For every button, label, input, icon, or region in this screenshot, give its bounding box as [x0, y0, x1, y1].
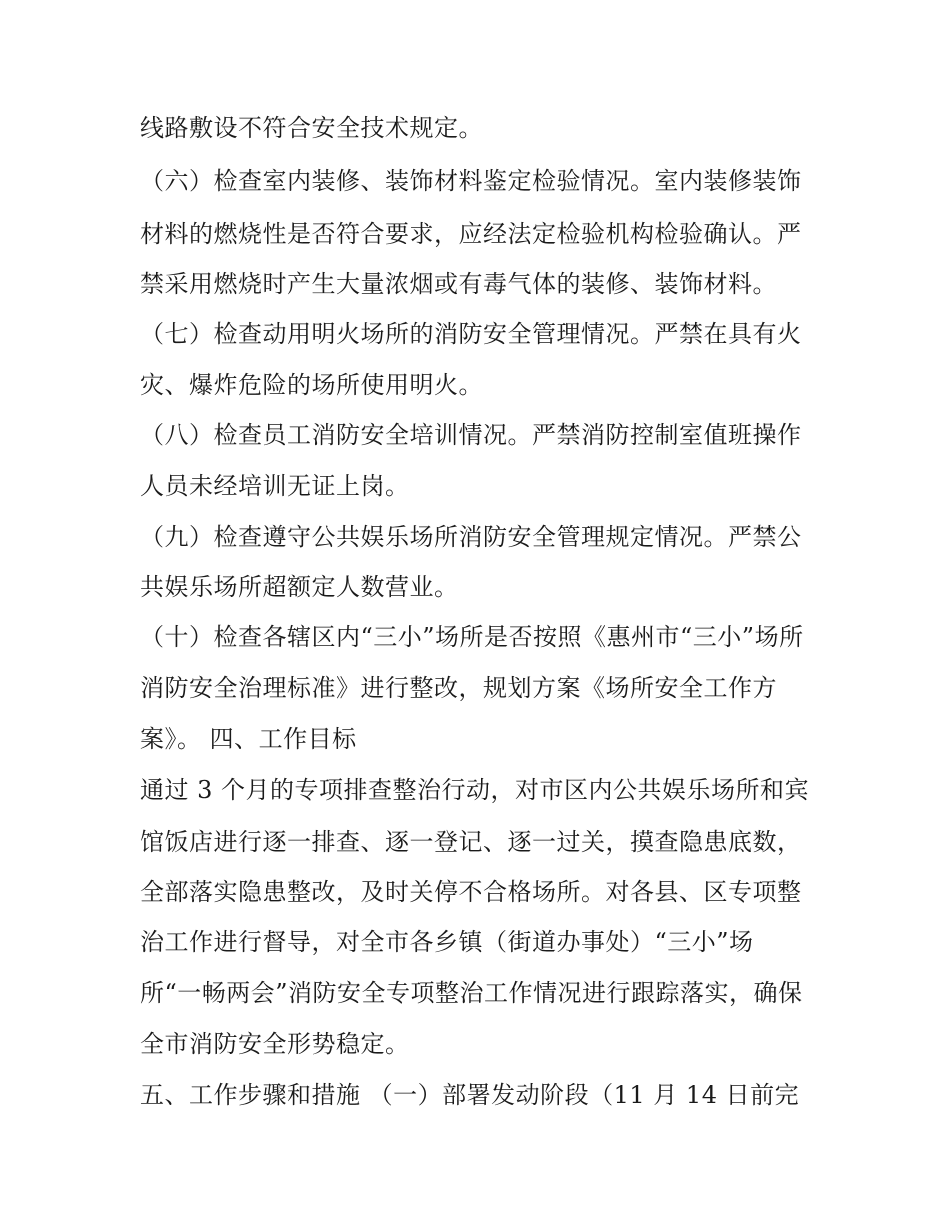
- text-line: 五、工作步骤和措施 （一）部署发动阶段（11 月 14 日前完: [140, 1081, 800, 1109]
- text-line: 人员未经培训无证上岗。: [140, 472, 410, 500]
- text-line: （七）检查动用明火场所的消防安全管理情况。严禁在具有火: [140, 320, 802, 348]
- text-line: 消防安全治理标准》进行整改，规划方案《场所安全工作方: [140, 674, 777, 702]
- text-line: 共娱乐场所超额定人数营业。: [140, 573, 459, 601]
- text-line: 灾、爆炸危险的场所使用明火。: [140, 371, 483, 399]
- text-line: 线路敷设不符合安全技术规定。: [140, 114, 483, 142]
- text-line: 禁采用燃烧时产生大量浓烟或有毒气体的装修、装饰材料。: [140, 270, 777, 298]
- text-line: （九）检查遵守公共娱乐场所消防安全管理规定情况。严禁公: [140, 523, 802, 551]
- text-line: （六）检查室内装修、装饰材料鉴定检验情况。室内装修装饰: [140, 167, 802, 195]
- text-line: （八）检查员工消防安全培训情况。严禁消防控制室值班操作: [140, 421, 802, 449]
- text-line: 通过 3 个月的专项排查整治行动，对市区内公共娱乐场所和宾: [140, 776, 810, 804]
- text-line: 全部落实隐患整改，及时关停不合格场所。对各县、区专项整: [140, 878, 802, 906]
- text-line: 所“一畅两会”消防安全专项整治工作情况进行跟踪落实，确保: [140, 979, 803, 1007]
- text-line: 全市消防安全形势稳定。: [140, 1030, 410, 1058]
- text-line: 馆饭店进行逐一排查、逐一登记、逐一过关，摸查隐患底数，: [140, 828, 802, 856]
- text-line: （十）检查各辖区内“三小”场所是否按照《惠州市“三小”场所: [140, 623, 804, 651]
- text-line: 案》。 四、工作目标: [140, 725, 357, 753]
- text-line: 治工作进行督导，对全市各乡镇（街道办事处）“三小”场: [140, 928, 754, 956]
- text-line: 材料的燃烧性是否符合要求，应经法定检验机构检验确认。严: [140, 220, 802, 248]
